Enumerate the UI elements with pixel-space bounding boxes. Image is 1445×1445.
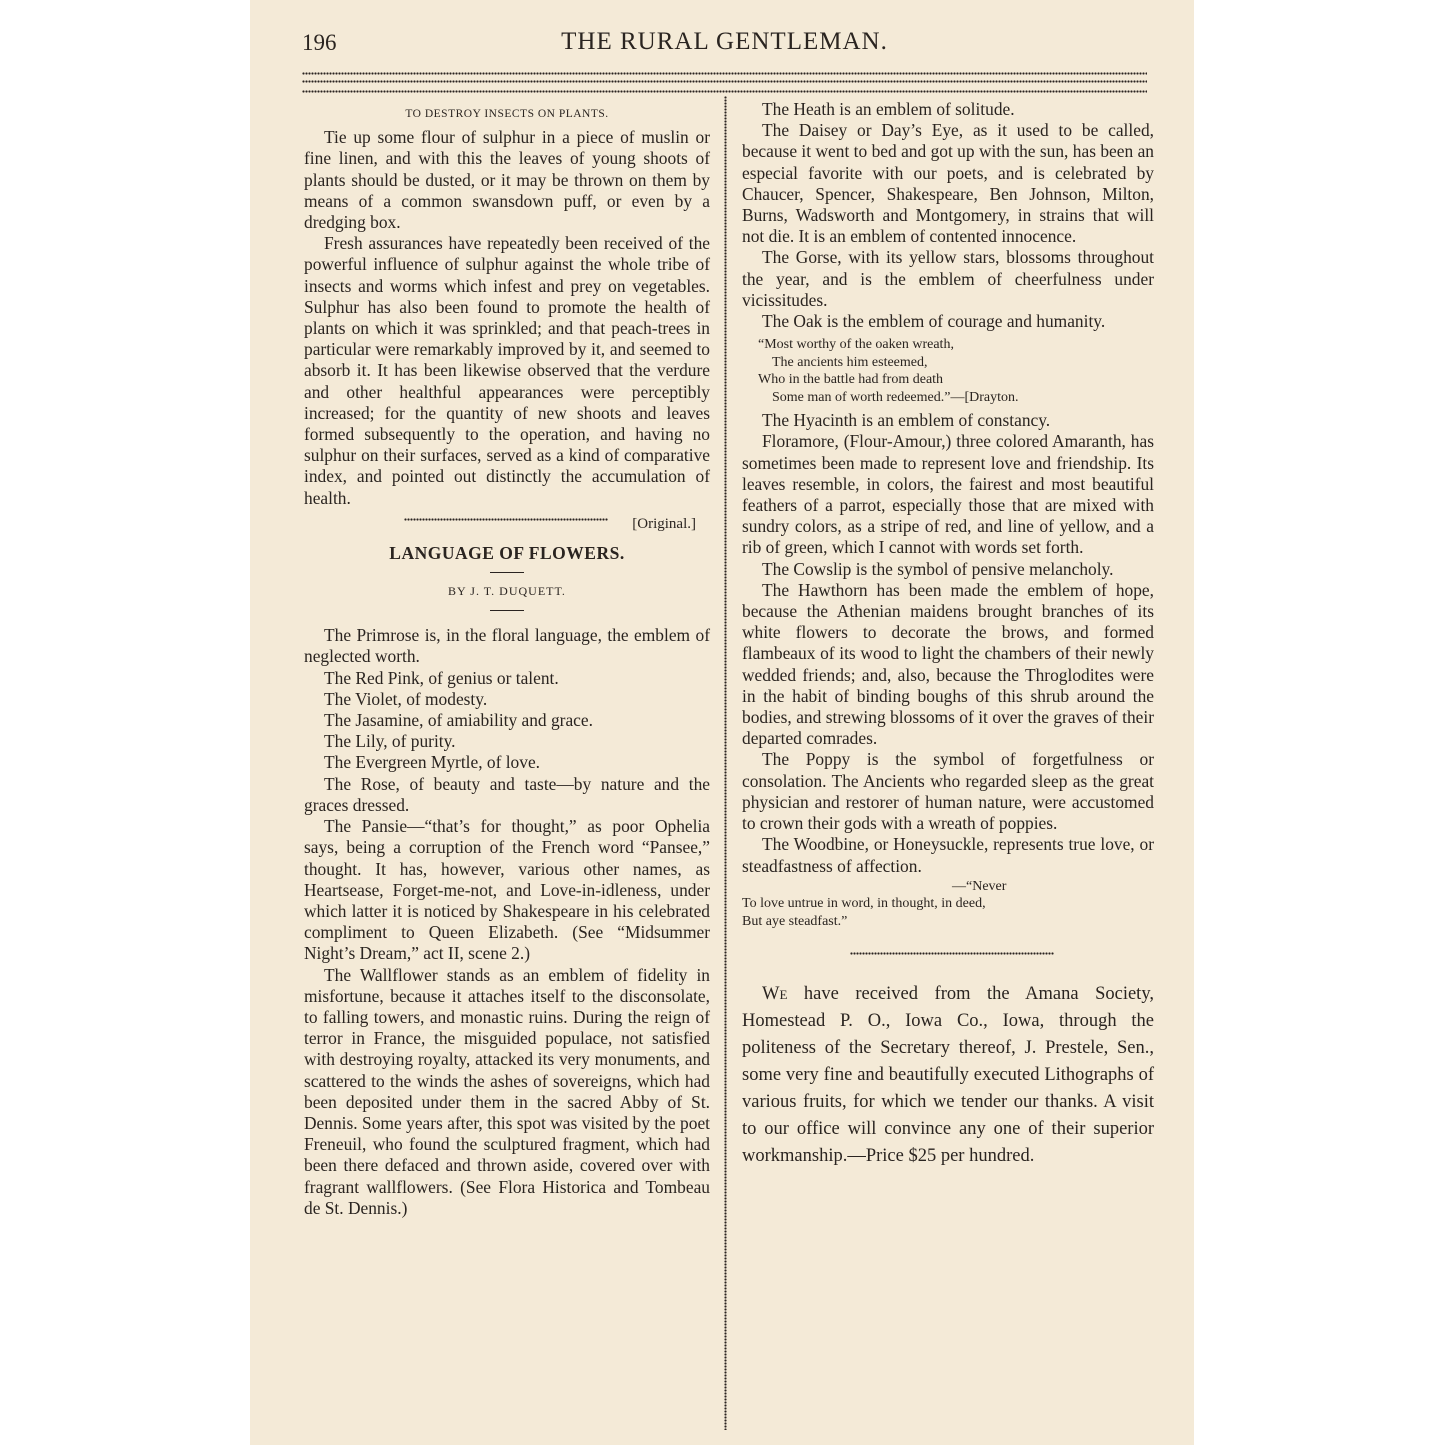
poem-line: “Most worthy of the oaken wreath, xyxy=(758,337,954,353)
byline: BY J. T. DUQUETT. xyxy=(448,584,566,599)
magazine-page xyxy=(250,0,1194,1445)
flower-paragraph: The Woodbine, or Honeysuckle, represents true love, or steadfastness of affection. xyxy=(742,834,1154,876)
original-note: [Original.] xyxy=(632,515,696,532)
flower-paragraph: The Hyacinth is an emblem of constancy. xyxy=(762,410,1051,431)
left-column xyxy=(304,104,710,1219)
flower-paragraph: The Rose, of beauty and taste—by nature and the graces dressed. xyxy=(304,773,710,815)
poem-line: The ancients him esteemed, xyxy=(772,354,928,370)
right-column xyxy=(742,99,1154,1170)
oak-poem xyxy=(758,336,1154,406)
amana-notice xyxy=(742,981,1154,1170)
flower-paragraph: The Daisey or Day’s Eye, as it used to be called, because it went to bed and got up with the sun, has been an especial favorite with our poets, and is celebrated by Chaucer, Spencer, Shakespeare, Ben Johnson, Milton, Burns, Wadsworth and Montgomery, in strains that will not die. It is an emblem of contented innocence. xyxy=(742,120,1154,247)
notice-dotted-rule xyxy=(850,952,1054,957)
flower-paragraph: The Violet, of modesty. xyxy=(324,688,488,709)
poem-line: But aye steadfast.” xyxy=(742,913,848,929)
insects-heading: TO DESTROY INSECTS ON PLANTS. xyxy=(405,108,609,120)
page-number: 196 xyxy=(302,30,337,55)
poem-line: —“Never xyxy=(952,878,1007,894)
insects-paragraph: Tie up some flour of sulphur in a piece of muslin or fine linen, and with this the leaves of young shoots of plants should be dusted, or it may be thrown on them by means of a common swansdown puff, or even by a dredging box. xyxy=(304,127,710,233)
flower-paragraph: The Hawthorn has been made the emblem of hope, because the Athenian maidens brought branches of its white flowers to decorate the brows, and formed flambeaux of its wood to light the chambers of their newly wedded friends; and, also, because the Throglodites were in the habit of binding boughs of this shrub around the bodies, and strewing blossoms of it over the graves of their departed comrades. xyxy=(742,579,1154,749)
flower-paragraph: The Heath is an emblem of solitude. xyxy=(762,99,1015,119)
notice-text: have received from the Amana Society, Homestead P. O., Iowa Co., Iowa, through the politeness of the Secretary thereof, J. Prestele, Sen., some very fine and beautifully executed Lithographs of various fruits, for which we tender our thanks. A visit to our office will convince any one of their superior workmanship.—Price $25 per hundred. xyxy=(742,984,1154,1167)
flower-paragraph: The Red Pink, of genius or talent. xyxy=(324,667,559,688)
magazine-title: THE RURAL GENTLEMAN. xyxy=(561,28,888,55)
poem-line: Who in the battle had from death xyxy=(758,372,944,388)
flower-paragraph: The Wallflower stands as an emblem of fidelity in misfortune, because it attaches itself to the disconsolate, to falling towers, and monastic ruins. During the reign of terror in France, the misguided populace, not satisfied with destroying royalty, attacked its very monuments, and scattered to the winds the ashes of sovereigns, which had been deposited under them in the sacred Abby of St. Dennis. Some years after, this spot was visited by the poet Freneuil, who found the sculptured fragment, which had been there defaced and thrown aside, covered over with fragrant wallflowers. (See Flora Historica and Tombeau de St. Dennis.) xyxy=(304,964,710,1218)
flower-paragraph: The Cowslip is the symbol of pensive melancholy. xyxy=(762,558,1114,579)
flower-paragraph: The Pansie—“that’s for thought,” as poor Ophelia says, being a corruption of the French word “Pansee,” thought. It has, however, various other names, as Heartsease, Forget-me-not, and Love-in-idleness, under which latter it is noticed by Shakespeare in his celebrated compliment to Queen Elizabeth. (See “Midsummer Night’s Dream,” act II, scene 2.) xyxy=(304,816,710,964)
flower-paragraph: The Poppy is the symbol of forgetfulness or consolation. The Ancients who regarded sleep as the great physician and restorer of human nature, were accustomed to crown their gods with a wreath of poppies. xyxy=(742,749,1154,834)
notice-first-word: We xyxy=(762,984,788,1005)
poem-line: To love untrue in word, in thought, in deed, xyxy=(742,896,986,912)
flower-paragraph: Floramore, (Flour-Amour,) three colored Amaranth, has sometimes been made to represent love and friendship. Its leaves resemble, in colors, the fairest and most beautiful feathers of a parrot, especially those that are mixed with sundry colors, as a stripe of red, and line of yellow, and a rib of green, which I cannot with words set forth. xyxy=(742,431,1154,558)
column-divider xyxy=(724,96,727,1430)
page-header xyxy=(302,26,1147,60)
insects-paragraph: Fresh assurances have repeatedly been received of the powerful influence of sulphur against the whole tribe of insects and worms which infest and prey on vegetables. Sulphur has also been found to promote the health of plants on which it was sprinkled; and that peach-trees in particular were remarkably improved by it, and seemed to absorb it. It has been likewise observed that the verdure and other healthful appearances were perceptibly increased; for the quantity of new shoots and leaves formed subsequently to the operation, and having no sulphur on their surfaces, served as a kind of comparative index, and pointed out distinctly the accumulation of health. xyxy=(304,233,710,508)
poem-line: Some man of worth redeemed.”—[Drayton. xyxy=(772,389,1019,405)
byline-rule xyxy=(490,610,524,611)
flower-paragraph: The Primrose is, in the floral language, the emblem of neglected worth. xyxy=(304,625,710,667)
flower-paragraph: The Evergreen Myrtle, of love. xyxy=(324,752,541,773)
header-dotted-rule xyxy=(302,72,1147,94)
flower-paragraph: The Jasamine, of amiability and grace. xyxy=(324,710,593,731)
flower-paragraph: The Lily, of purity. xyxy=(324,731,456,752)
article-title: LANGUAGE OF FLOWERS. xyxy=(389,542,625,563)
flower-paragraph: The Gorse, with its yellow stars, blossoms throughout the year, and is the emblem of cheerfulness under vicissitudes. xyxy=(742,247,1154,310)
title-rule xyxy=(490,572,524,573)
flower-paragraph: The Oak is the emblem of courage and humanity. xyxy=(762,311,1106,332)
woodbine-poem xyxy=(742,878,1154,931)
